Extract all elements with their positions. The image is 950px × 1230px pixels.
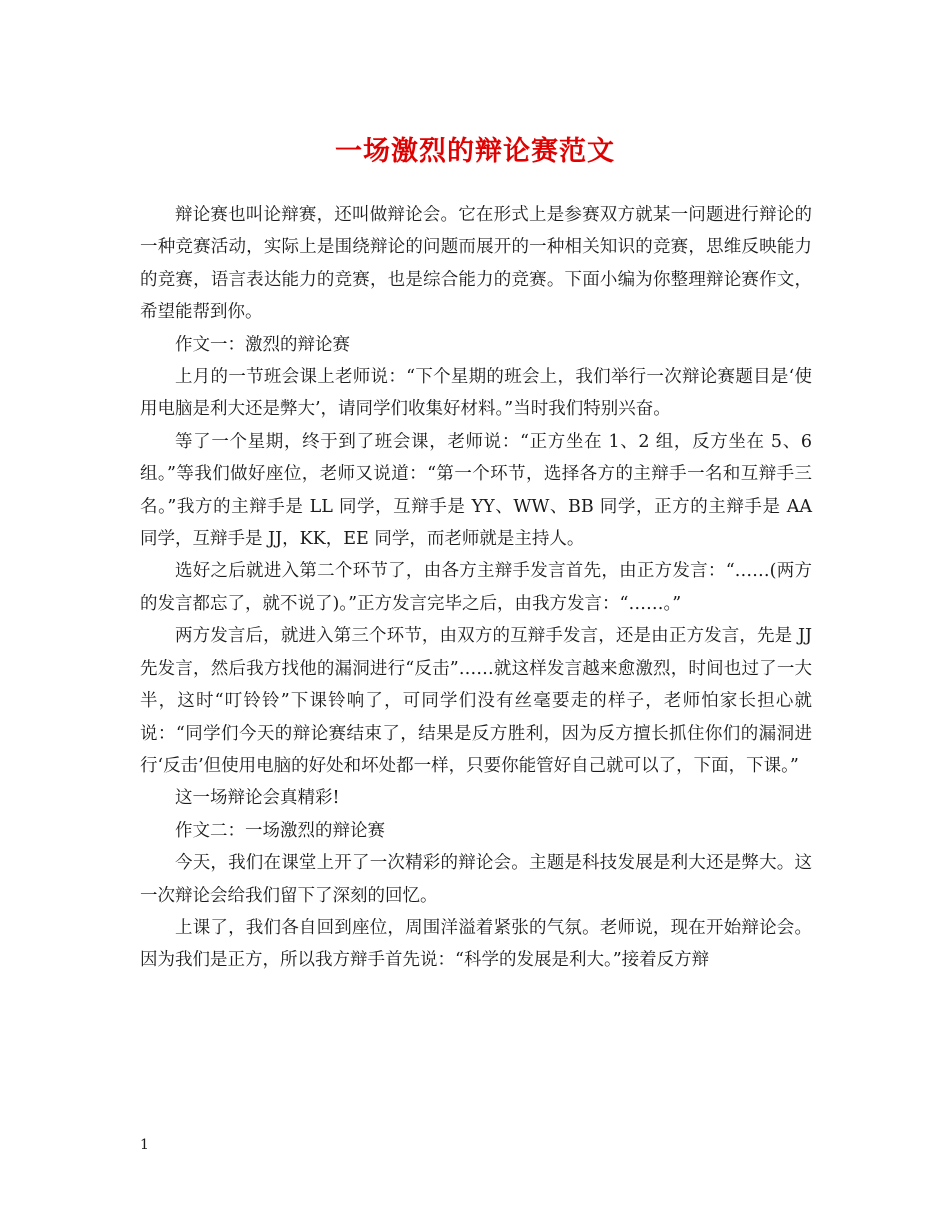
- paragraph-essay1-p4: 两方发言后，就进入第三个环节，由双方的互辩手发言，还是由正方发言，先是 JJ 先发言，然后我方找他的漏洞进行“反击”……就这样发言越来愈激烈，时间也过了一大半，这时“叮铃铃”下课铃响了，可同学们没有丝毫要走的样子，老师怕家长担心就说：“同学们今天的辩论赛结束了，结果是反方胜利，因为反方擅长抓住你们的漏洞进行‘反击’但使用电脑的好处和坏处都一样，只要你能管好自己就可以了，下面，下课。”: [140, 626, 812, 776]
- paragraph-essay2-heading: 作文二：一场激烈的辩论赛: [175, 820, 385, 841]
- page-number: 1: [140, 1137, 149, 1153]
- document-body: [140, 199, 812, 977]
- paragraph-essay1-heading: 作文一：激烈的辩论赛: [175, 334, 350, 355]
- paragraph-essay2-p1: 今天，我们在课堂上开了一次精彩的辩论会。主题是科技发展是利大还是弊大。这一次辩论会给我们留下了深刻的回忆。: [140, 853, 812, 906]
- paragraph-essay1-p3: 选好之后就进入第二个环节了，由各方主辩手发言首先，由正方发言：“……(两方的发言都忘了，就不说了)。”正方发言完毕之后，由我方发言：“……。”: [140, 561, 812, 614]
- paragraph-intro: 辩论赛也叫论辩赛，还叫做辩论会。它在形式上是参赛双方就某一问题进行辩论的一种竞赛活动，实际上是围绕辩论的问题而展开的一种相关知识的竞赛，思维反映能力的竞赛，语言表达能力的竞赛，也是综合能力的竞赛。下面小编为你整理辩论赛作文，希望能帮到你。: [140, 205, 812, 323]
- paragraph-essay1-p5: 这一场辩论会真精彩!: [175, 788, 340, 809]
- document-title: 一场激烈的辩论赛范文: [335, 136, 615, 167]
- paragraph-essay1-p2: 等了一个星期，终于到了班会课，老师说：“正方坐在 1、2 组，反方坐在 5、6 组。”等我们做好座位，老师又说道：“第一个环节，选择各方的主辩手一名和互辩手三名。”我方的主辩手是 LL 同学，互辩手是 YY、WW、BB 同学，正方的主辩手是 AA 同学，互辩手是 JJ，KK，EE 同学，而老师就是主持人。: [140, 431, 812, 550]
- paragraph-essay1-p1: 上月的一节班会课上老师说：“下个星期的班会上，我们举行一次辩论赛题目是‘使用电脑是利大还是弊大’，请同学们收集好材料。”当时我们特别兴奋。: [140, 367, 812, 420]
- paragraph-essay2-p2: 上课了，我们各自回到座位，周围洋溢着紧张的气氛。老师说，现在开始辩论会。因为我们是正方，所以我方辩手首先说：“科学的发展是利大。”接着反方辩: [140, 917, 812, 971]
